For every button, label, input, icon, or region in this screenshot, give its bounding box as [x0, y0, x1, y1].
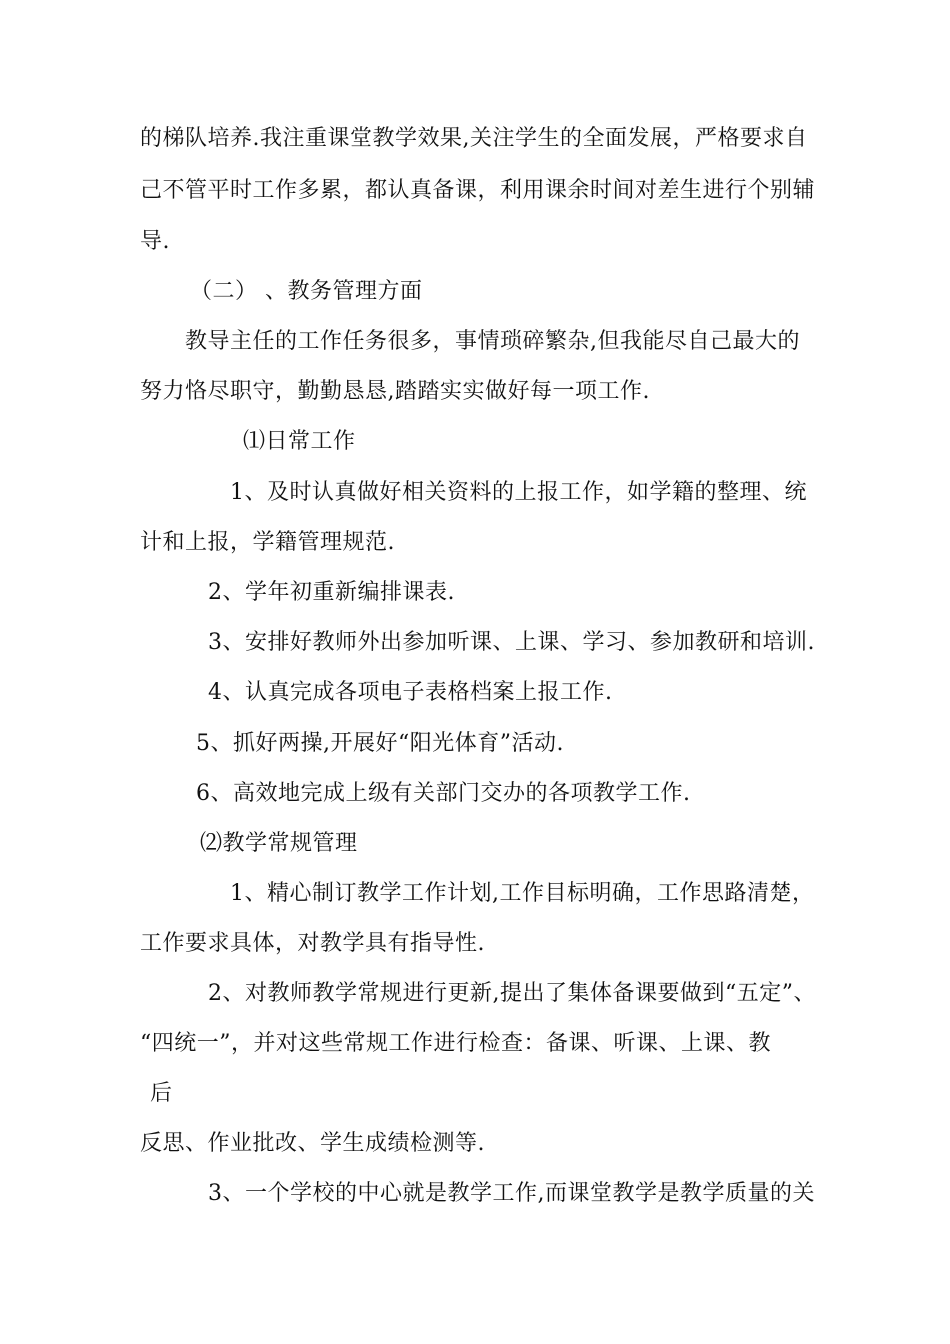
list-item: 1、精心制订教学工作计划,工作目标明确，工作思路清楚， — [230, 881, 815, 906]
list-item: 5、抓好两操,开展好“阳光体育”活动. — [196, 731, 564, 756]
paragraph-line: 努力恪尽职守，勤勤恳恳,踏踏实实做好每一项工作. — [140, 379, 650, 404]
list-item: 4、认真完成各项电子表格档案上报工作. — [208, 680, 613, 705]
paragraph-line: 的梯队培养.我注重课堂教学效果,关注学生的全面发展，严格要求自 — [140, 126, 808, 151]
paragraph-line: 导. — [140, 229, 170, 254]
section-heading: （二） 、教务管理方面 — [190, 279, 423, 304]
list-item: 1、及时认真做好相关资料的上报工作，如学籍的整理、统 — [230, 480, 807, 505]
list-item-continuation: 工作要求具体，对教学具有指导性. — [140, 931, 485, 956]
list-item: 2、学年初重新编排课表. — [208, 580, 455, 605]
list-item: 3、安排好教师外出参加听课、上课、学习、参加教研和培训. — [208, 630, 815, 655]
subsection-heading: ⑴日常工作 — [243, 429, 356, 454]
list-item-continuation: 计和上报，学籍管理规范. — [140, 530, 395, 555]
paragraph-line: 教导主任的工作任务很多，事情琐碎繁杂,但我能尽自己最大的 — [185, 329, 800, 354]
subsection-heading: ⑵教学常规管理 — [200, 831, 358, 856]
list-item-continuation: 后 — [150, 1081, 173, 1106]
list-item: 3、一个学校的中心就是教学工作,而课堂教学是教学质量的关 — [208, 1181, 815, 1206]
paragraph-line: 己不管平时工作多累，都认真备课，利用课余时间对差生进行个别辅 — [140, 178, 816, 203]
list-item-continuation: “四统一”，并对这些常规工作进行检查：备课、听课、上课、教 — [140, 1031, 771, 1056]
list-item: 6、高效地完成上级有关部门交办的各项教学工作. — [196, 781, 691, 806]
list-item: 2、对教师教学常规进行更新,提出了集体备课要做到“五定”、 — [208, 981, 816, 1006]
list-item-continuation: 反思、作业批改、学生成绩检测等. — [140, 1131, 485, 1156]
